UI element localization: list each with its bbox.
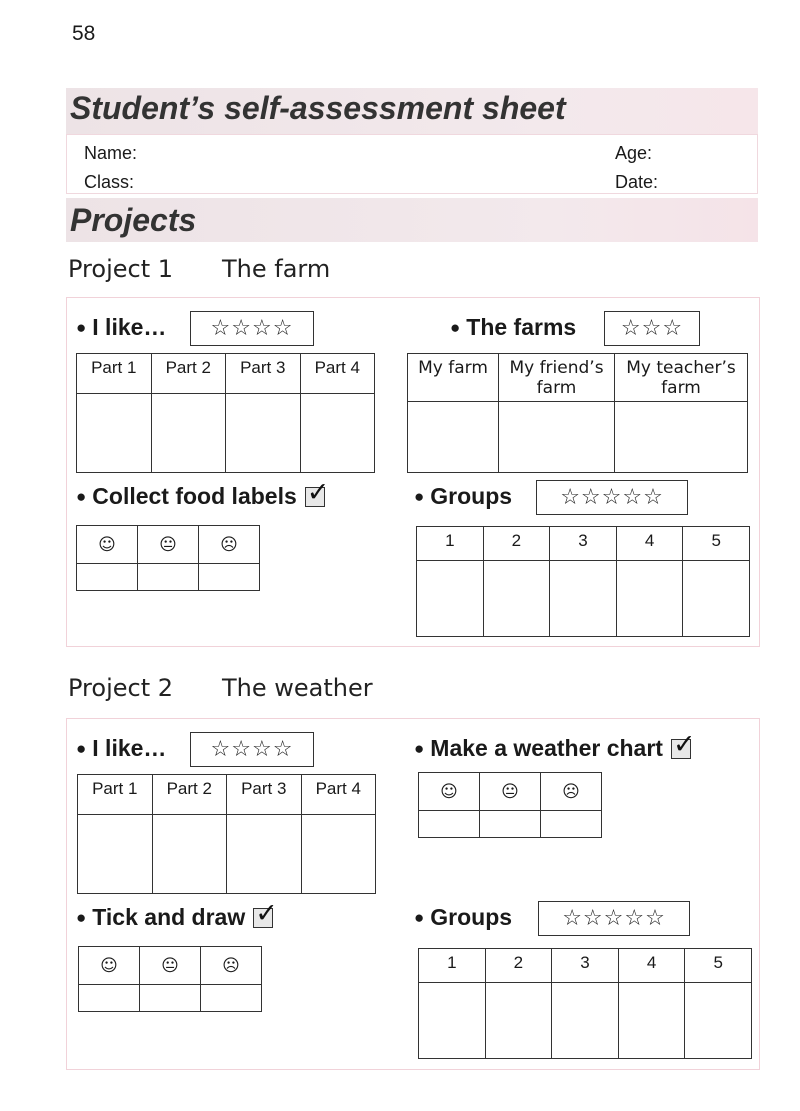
class-label: Class:: [84, 172, 135, 192]
p2-groups-label: Groups: [430, 904, 513, 930]
table-header-cell: 1: [417, 527, 484, 561]
rating-cell[interactable]: [78, 815, 153, 894]
p2-i-like-stars[interactable]: ☆☆☆☆: [190, 732, 314, 767]
p2-tick-draw-label: Tick and draw: [92, 904, 246, 930]
table-header-cell: My friend’s farm: [499, 354, 615, 402]
smiley-happy-icon: ☺: [419, 773, 480, 811]
project2-number: Project 2: [68, 674, 174, 702]
projects-title: Projects: [70, 202, 197, 238]
table-header-cell: My farm: [408, 354, 499, 402]
smiley-sad-icon: ☹: [199, 526, 260, 564]
tick-cell[interactable]: [77, 564, 138, 591]
p2-i-like-heading: [76, 735, 166, 762]
name-label: Name:: [84, 143, 138, 163]
table-header-cell: Part 3: [227, 775, 302, 815]
rating-cell[interactable]: [618, 983, 685, 1059]
table-header-cell: Part 1: [78, 775, 153, 815]
p1-groups-heading: [414, 483, 512, 510]
p1-farms-table: [407, 353, 748, 473]
p1-i-like-table: [76, 353, 375, 473]
date-label: Date:: [615, 172, 659, 192]
p2-weather-faces-table: [418, 772, 602, 838]
rating-cell[interactable]: [77, 394, 152, 473]
table-header-cell: Part 2: [152, 775, 227, 815]
rating-cell[interactable]: [683, 561, 750, 637]
p2-i-like-table: [77, 774, 376, 894]
checkbox-ticked-icon[interactable]: [671, 739, 691, 759]
smiley-neutral-icon: 😐: [138, 526, 199, 564]
p1-farms-stars[interactable]: ☆☆☆: [604, 311, 700, 346]
tick-cell[interactable]: [199, 564, 260, 591]
rating-cell[interactable]: [417, 561, 484, 637]
table-header-cell: 5: [683, 527, 750, 561]
p2-groups-heading: [414, 904, 512, 931]
rating-cell[interactable]: [485, 983, 552, 1059]
p1-groups-stars[interactable]: ☆☆☆☆☆: [536, 480, 688, 515]
p2-groups-stars[interactable]: ☆☆☆☆☆: [538, 901, 690, 936]
smiley-neutral-icon: 😐: [140, 947, 201, 985]
p1-collect-faces-table: [76, 525, 260, 591]
project1-name: The farm: [222, 255, 331, 283]
tick-cell[interactable]: [480, 811, 541, 838]
table-header-cell: Part 4: [300, 354, 375, 394]
rating-cell[interactable]: [419, 983, 486, 1059]
p2-groups-table: [418, 948, 752, 1059]
p1-collect-label: Collect food labels: [92, 483, 297, 509]
p1-collect-heading: [76, 483, 325, 510]
rating-cell[interactable]: [550, 561, 617, 637]
smiley-happy-icon: ☺: [77, 526, 138, 564]
table-header-cell: Part 3: [226, 354, 301, 394]
rating-cell[interactable]: [227, 815, 302, 894]
table-header-cell: 1: [419, 949, 486, 983]
table-header-cell: 3: [550, 527, 617, 561]
p2-weather-chart-heading: [414, 735, 691, 762]
table-header-cell: 4: [618, 949, 685, 983]
p1-groups-table: [416, 526, 750, 637]
project2-heading: [68, 674, 373, 702]
student-info-box: [66, 134, 758, 194]
table-header-cell: 5: [685, 949, 752, 983]
p2-tick-draw-heading: [76, 904, 273, 931]
age-label: Age:: [615, 143, 653, 163]
p1-farms-label: The farms: [466, 314, 577, 340]
bullet-icon: ●: [414, 486, 425, 506]
tick-cell[interactable]: [79, 985, 140, 1012]
projects-section-band: [66, 198, 758, 242]
bullet-icon: ●: [414, 907, 425, 927]
tick-cell[interactable]: [201, 985, 262, 1012]
p1-i-like-label: I like…: [92, 314, 167, 340]
project1-heading: [68, 255, 330, 283]
p1-groups-label: Groups: [430, 483, 513, 509]
rating-cell[interactable]: [301, 815, 376, 894]
project2-name: The weather: [222, 674, 373, 702]
rating-cell[interactable]: [483, 561, 550, 637]
smiley-neutral-icon: 😐: [480, 773, 541, 811]
table-header-cell: 4: [616, 527, 683, 561]
table-header-cell: Part 4: [301, 775, 376, 815]
rating-cell[interactable]: [616, 561, 683, 637]
tick-cell[interactable]: [138, 564, 199, 591]
table-header-cell: My teacher’s farm: [615, 354, 748, 402]
bullet-icon: ●: [76, 907, 87, 927]
table-header-cell: 3: [552, 949, 619, 983]
tick-cell[interactable]: [541, 811, 602, 838]
sheet-title: Student’s self-assessment sheet: [70, 90, 566, 126]
smiley-happy-icon: ☺: [79, 947, 140, 985]
table-header-cell: 2: [483, 527, 550, 561]
smiley-sad-icon: ☹: [201, 947, 262, 985]
page-number: 58: [72, 22, 96, 45]
tick-cell[interactable]: [140, 985, 201, 1012]
sheet-title-band: [66, 88, 758, 134]
p2-i-like-label: I like…: [92, 735, 167, 761]
p2-tick-draw-faces-table: [78, 946, 262, 1012]
p1-farms-heading: [450, 314, 576, 341]
table-header-cell: Part 1: [77, 354, 152, 394]
table-header-cell: 2: [485, 949, 552, 983]
p1-i-like-stars[interactable]: ☆☆☆☆: [190, 311, 314, 346]
smiley-sad-icon: ☹: [541, 773, 602, 811]
p2-weather-chart-label: Make a weather chart: [430, 735, 663, 761]
rating-cell[interactable]: [499, 402, 615, 473]
rating-cell[interactable]: [151, 394, 226, 473]
rating-cell[interactable]: [685, 983, 752, 1059]
bullet-icon: ●: [414, 738, 425, 758]
rating-cell[interactable]: [615, 402, 748, 473]
p1-i-like-heading: [76, 314, 166, 341]
bullet-icon: ●: [450, 317, 461, 337]
checkbox-ticked-icon[interactable]: [305, 487, 325, 507]
bullet-icon: ●: [76, 738, 87, 758]
rating-cell[interactable]: [552, 983, 619, 1059]
table-header-cell: Part 2: [151, 354, 226, 394]
rating-cell[interactable]: [226, 394, 301, 473]
checkbox-ticked-icon[interactable]: [253, 908, 273, 928]
bullet-icon: ●: [76, 317, 87, 337]
project1-number: Project 1: [68, 255, 174, 283]
tick-cell[interactable]: [419, 811, 480, 838]
rating-cell[interactable]: [300, 394, 375, 473]
bullet-icon: ●: [76, 486, 87, 506]
rating-cell[interactable]: [408, 402, 499, 473]
rating-cell[interactable]: [152, 815, 227, 894]
